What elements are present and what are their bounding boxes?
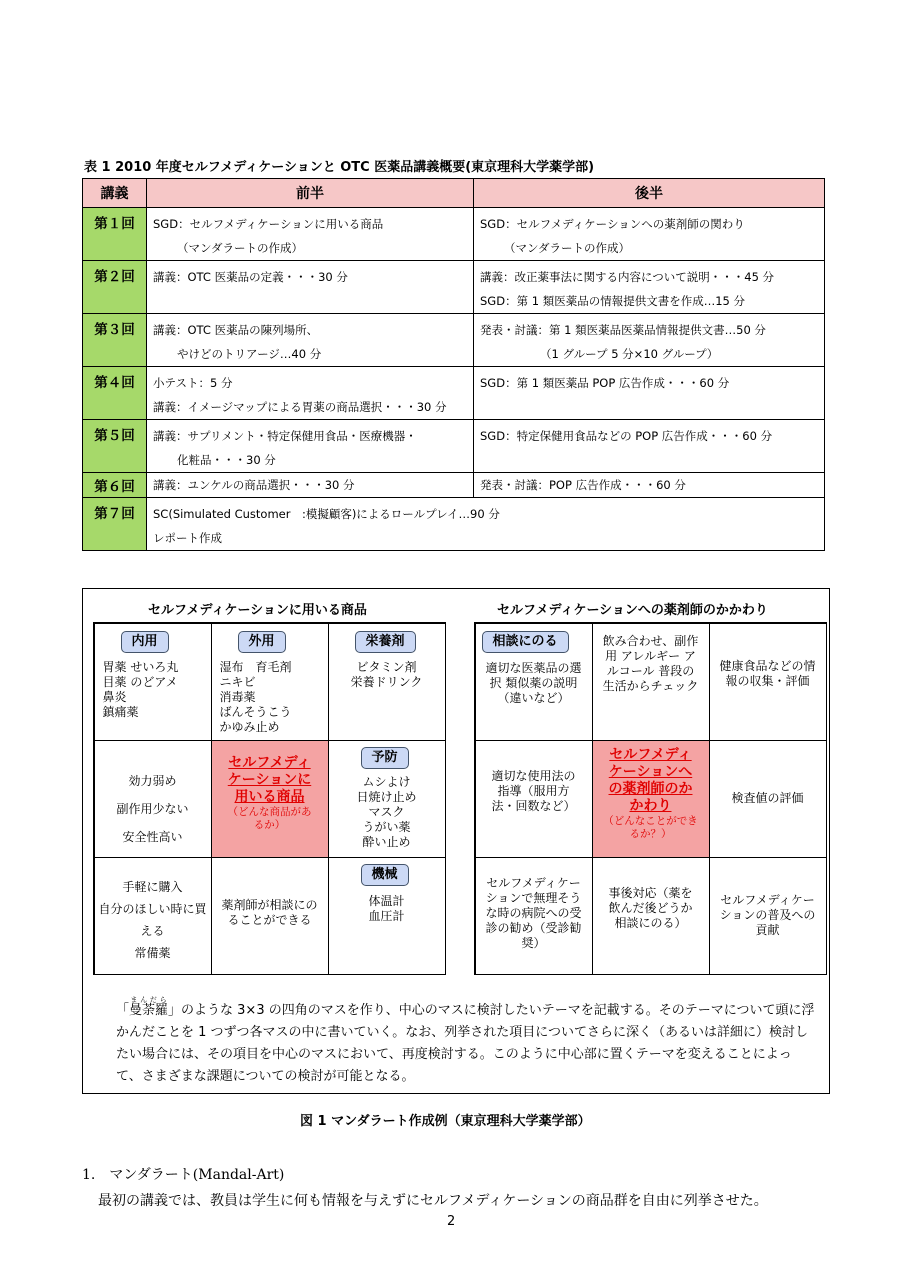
center-title: セルフメディケーションへの薬剤師のかかわり — [608, 746, 693, 814]
item-line: 体温計 — [368, 893, 405, 908]
item-line: ビタミン剤 — [356, 659, 417, 674]
table-row — [83, 208, 825, 261]
table-row — [83, 498, 825, 551]
grid-cell-mid-right — [709, 740, 827, 858]
grid-center-cell — [592, 740, 710, 858]
note-word: 曼荼羅 — [129, 1003, 169, 1018]
note-mandala-word — [129, 996, 169, 1018]
cell-text — [329, 894, 445, 924]
item-line: 鎮痛薬 — [102, 704, 139, 719]
item-line: 日焼け止め — [356, 789, 417, 804]
table-caption: 表 1 2010 年度セルフメディケーションと OTC 医薬品講義概要(東京理科大学薬学部) — [84, 160, 595, 175]
cell-line: SGD：第 1 類医薬品の情報提供文書を作成…15 分 — [480, 294, 745, 308]
cell-text — [220, 660, 292, 735]
left-grid-title: セルフメディケーションに用いる商品 — [148, 603, 367, 618]
cell-line: 講義：OTC 医薬品の陳列場所、 — [153, 323, 319, 337]
item-line: 目薬 のどアメ — [102, 674, 178, 689]
item-line: 常備薬 — [134, 945, 171, 960]
lecture-number: 第２回 — [83, 261, 147, 314]
cell-line: SGD：第 1 類医薬品 POP 広告作成・・・60 分 — [480, 376, 730, 390]
category-tag: 機械 — [361, 864, 409, 886]
lecture-number: 第１回 — [83, 208, 147, 261]
figure-caption: 図 1 マンダラート作成例（東京理科大学薬学部） — [300, 1114, 591, 1129]
second-half-cell — [474, 367, 825, 420]
note-ruby: まんだら — [129, 996, 169, 1004]
cell-text — [99, 876, 207, 964]
cell-line: （マンダラートの作成） — [504, 241, 631, 255]
table-header-row — [83, 179, 825, 208]
cell-line: 発表・討議：POP 広告作成・・・60 分 — [480, 478, 686, 492]
item-line: 湿布 育毛剤 — [219, 659, 292, 674]
category-tag: 予防 — [361, 747, 409, 769]
item-line: 安全性高い — [122, 829, 183, 844]
grid-cell-yobou — [328, 740, 446, 858]
second-half-cell — [474, 261, 825, 314]
second-half-cell — [474, 473, 825, 498]
cell-text — [95, 767, 211, 851]
lecture-number: 第３回 — [83, 314, 147, 367]
page-number: 2 — [447, 1214, 456, 1229]
cell-text — [329, 660, 445, 690]
cell-text: 健康食品などの情報の収集・評価 — [719, 658, 816, 688]
table-row — [83, 367, 825, 420]
header-first-half: 前半 — [147, 179, 474, 208]
grid-cell-bot-mid — [592, 857, 710, 975]
item-line: ばんそうこう — [219, 704, 292, 719]
center-title: セルフメディケーションに用いる商品 — [227, 754, 312, 805]
cell-text: 検査値の評価 — [731, 790, 804, 805]
cell-line: 小テスト：5 分 — [153, 376, 233, 390]
item-line: 消毒薬 — [219, 689, 256, 704]
grid-cell-soudan — [475, 623, 593, 741]
cell-line: レポート作成 — [153, 531, 222, 545]
item-line: 胃薬 せいろ丸 — [102, 659, 179, 674]
lecture-number: 第５回 — [83, 420, 147, 473]
item-line: ニキビ — [219, 674, 256, 689]
lecture-number: 第６回 — [83, 473, 147, 498]
grid-center-cell — [211, 740, 329, 858]
table-row — [83, 314, 825, 367]
grid-cell-bot-right — [709, 857, 827, 975]
merged-cell — [147, 498, 825, 551]
grid-cell-eiyou — [328, 623, 446, 741]
item-line: 酔い止め — [362, 834, 411, 849]
second-half-cell — [474, 314, 825, 367]
lecture-table — [82, 178, 825, 551]
category-tag: 外用 — [238, 631, 286, 653]
cell-text — [103, 660, 179, 720]
note-bracket: 「 — [116, 1003, 130, 1018]
grid-cell-mid-left — [94, 740, 212, 858]
cell-line: 講義：イメージマップによる胃薬の商品選択・・・30 分 — [153, 400, 447, 414]
cell-line: 講義：サプリメント・特定保健用食品・医療機器・ — [153, 429, 417, 443]
item-line: マスク — [368, 804, 405, 819]
lecture-number: 第４回 — [83, 367, 147, 420]
item-line: かゆみ止め — [219, 719, 280, 734]
cell-text: 飲み合わせ、副作用 アレルギー アルコール 普段の生活からチェック — [602, 633, 699, 693]
cell-line: （1 グループ 5 分×10 グループ） — [540, 347, 719, 361]
cell-text: 薬剤師が相談にのることができる — [221, 897, 318, 927]
right-grid-title: セルフメディケーションへの薬剤師のかかわり — [497, 603, 768, 618]
section-heading: 1. マンダラート(Mandal-Art) — [82, 1167, 285, 1183]
grid-cell-gaiyou — [211, 623, 329, 741]
first-half-cell — [147, 208, 474, 261]
right-mandala-grid — [474, 622, 827, 975]
grid-cell-bot-left — [475, 857, 593, 975]
cell-text: 適切な医薬品の選択 類似薬の説明（違いなど） — [485, 660, 582, 705]
item-line: 栄養ドリンク — [350, 674, 423, 689]
center-theme — [224, 755, 316, 832]
center-subtitle: （どんなことができるか？） — [603, 814, 698, 840]
figure-note — [116, 996, 816, 1088]
cell-text: セルフメディケーションで無理そうな時の病院への受診の勧め（受診勧奨） — [485, 875, 582, 950]
cell-text — [329, 775, 445, 850]
item-line: 手軽に購入 — [122, 879, 183, 894]
category-tag: 内用 — [121, 631, 169, 653]
note-body: 」のような 3×3 の四角のマスを作り、中心のマスに検討したいテーマを記載する。そのテーマについて頭に浮かんだことを 1 つずつ各マスの中に書いていく。なお、列挙された項目についてさらに深く（あるいは詳細に）検討したい場合には、その項目を中心のマスにおいて、再度検討する。このように中心部に置くテーマを変えることによって、さまざまな課題についての検討が可能となる。 — [116, 1003, 815, 1084]
grid-cell-bot-mid — [211, 857, 329, 975]
center-theme — [603, 747, 699, 841]
item-line: 副作用少ない — [116, 801, 189, 816]
grid-cell-mid-left — [475, 740, 593, 858]
cell-line: 講義：OTC 医薬品の定義・・・30 分 — [153, 270, 348, 284]
table-row — [83, 261, 825, 314]
cell-line: SGD：セルフメディケーションへの薬剤師の関わり — [480, 217, 745, 231]
item-line: 血圧計 — [368, 908, 405, 923]
cell-line: SGD：特定保健用食品などの POP 広告作成・・・60 分 — [480, 429, 773, 443]
first-half-cell — [147, 420, 474, 473]
item-line: 効力弱め — [128, 773, 177, 788]
cell-line: 化粧品・・・30 分 — [177, 453, 276, 467]
item-line: 鼻炎 — [102, 689, 127, 704]
category-tag: 相談にのる — [482, 631, 569, 653]
first-half-cell — [147, 261, 474, 314]
item-line: 自分のほしい時に買える — [98, 901, 207, 938]
first-half-cell — [147, 367, 474, 420]
body-paragraph: 最初の講義では、教員は学生に何も情報を与えずにセルフメディケーションの商品群を自由に列挙させた。 — [98, 1193, 768, 1209]
cell-text: セルフメディケーションの普及への貢献 — [719, 892, 816, 937]
lecture-number: 第７回 — [83, 498, 147, 551]
cell-line: SGD：セルフメディケーションに用いる商品 — [153, 217, 384, 231]
cell-line: SC(Simulated Customer :模擬顧客)によるロールプレイ…90 分 — [153, 507, 500, 521]
cell-line: 講義：ユンケルの商品選択・・・30 分 — [153, 478, 355, 492]
second-half-cell — [474, 208, 825, 261]
table-row — [83, 420, 825, 473]
header-lecture: 講義 — [83, 179, 147, 208]
left-mandala-grid — [93, 622, 446, 975]
second-half-cell — [474, 420, 825, 473]
cell-line: （マンダラートの作成） — [177, 241, 304, 255]
grid-cell-kikai — [328, 857, 446, 975]
grid-cell-top-mid — [592, 623, 710, 741]
cell-line: 講義：改正薬事法に関する内容について説明・・・45 分 — [480, 270, 775, 284]
first-half-cell — [147, 473, 474, 498]
header-second-half: 後半 — [474, 179, 825, 208]
grid-cell-top-right — [709, 623, 827, 741]
cell-line: 発表・討議：第 1 類医薬品医薬品情報提供文書…50 分 — [480, 323, 766, 337]
table-row — [83, 473, 825, 498]
center-subtitle: （どんな商品があるか） — [227, 805, 312, 831]
category-tag: 栄養剤 — [355, 631, 416, 653]
grid-cell-naiyou — [94, 623, 212, 741]
cell-line: やけどのトリアージ…40 分 — [177, 347, 322, 361]
first-half-cell — [147, 314, 474, 367]
cell-text: 事後対応（薬を飲んだ後どうか相談にのる） — [608, 885, 693, 930]
item-line: うがい薬 — [362, 819, 411, 834]
grid-cell-bot-left — [94, 857, 212, 975]
item-line: ムシよけ — [362, 774, 411, 789]
cell-text: 適切な使用法の指導（服用方法・回数など） — [491, 768, 576, 813]
